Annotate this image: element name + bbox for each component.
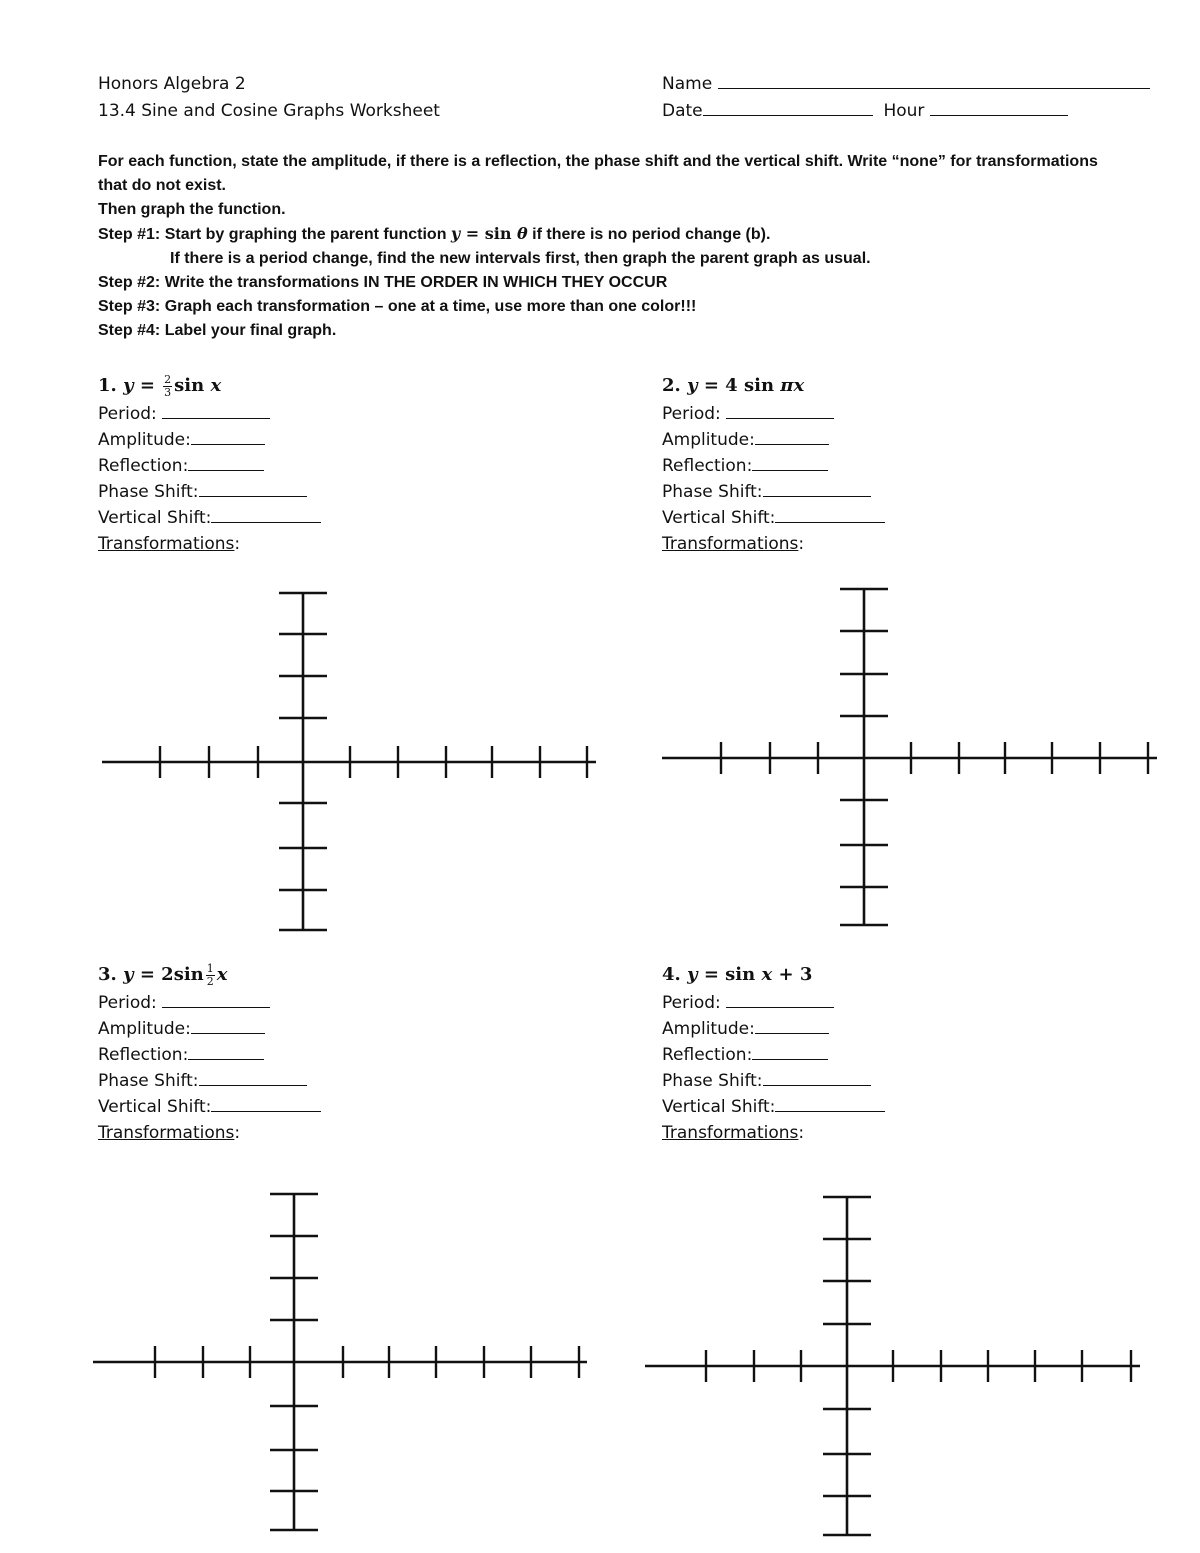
instruction-step1: Step #1: Start by graphing the parent function y = sin θ if there is no period change (b). [98,224,771,243]
vertical-shift-field: Vertical Shift: [98,505,578,531]
instruction-step3: Step #3: Graph each transformation – one at a time, use more than one color!!! [98,298,697,315]
course-title: Honors Algebra 2 [98,74,246,94]
instruction-step4: Step #4: Label your final graph. [98,322,337,339]
coefficient-fraction: $\frac{2}{3}$ [164,372,172,399]
problem-4-equation: 4. y = sin x + 3 [662,964,813,985]
phase-shift-field: Phase Shift: [662,1068,1142,1094]
vertical-shift-field: Vertical Shift: [98,1094,578,1120]
period-field: Period: [98,990,578,1016]
transformations-label: Transformations: [98,534,241,554]
problem-3-equation: 3. y = 2sin $\frac{1}{2}$ x [98,961,228,988]
phase-shift-field: Phase Shift: [98,479,578,505]
transformations-label: Transformations: [662,1123,805,1143]
reflection-field: Reflection: [662,1042,1142,1068]
graph-axes-1[interactable] [102,593,596,930]
graph-axes-2[interactable] [662,589,1157,925]
argument-fraction: $\frac{1}{2}$ [206,961,214,988]
amplitude-field: Amplitude: [98,427,578,453]
problem-1-equation: 1. y = $\frac{2}{3}$ sin x [98,372,222,399]
phase-shift-field: Phase Shift: [662,479,1142,505]
reflection-field: Reflection: [662,453,1142,479]
graph-axes-3[interactable] [93,1194,587,1530]
phase-shift-field: Phase Shift: [98,1068,578,1094]
date-label: Date [662,101,703,121]
instruction-line1: For each function, state the amplitude, if there is a reflection, the phase shift and the vertical shift. Write “none” for transformations that do not exist. [98,153,1098,194]
graph-axes-4[interactable] [645,1197,1140,1535]
instruction-step2: Step #2: Write the transformations IN THE ORDER IN WHICH THEY OCCUR [98,274,668,291]
amplitude-field: Amplitude: [662,427,1142,453]
vertical-shift-field: Vertical Shift: [662,1094,1142,1120]
period-field: Period: [98,401,578,427]
instruction-line2: Then graph the function. [98,201,286,218]
reflection-field: Reflection: [98,453,578,479]
vertical-shift-field: Vertical Shift: [662,505,1142,531]
amplitude-field: Amplitude: [662,1016,1142,1042]
hour-label: Hour [883,101,925,121]
period-field: Period: [662,401,1142,427]
period-field: Period: [662,990,1142,1016]
name-label: Name [662,74,713,94]
parent-function-math: y = sin θ [450,224,528,243]
amplitude-field: Amplitude: [98,1016,578,1042]
reflection-field: Reflection: [98,1042,578,1068]
transformations-label: Transformations: [662,534,805,554]
instruction-step1-cont: If there is a period change, find the new intervals first, then graph the parent graph as usual. [170,250,871,267]
transformations-label: Transformations: [98,1123,241,1143]
problem-2-equation: 2. y = 4 sin πx [662,375,805,396]
worksheet-title: 13.4 Sine and Cosine Graphs Worksheet [98,101,440,121]
